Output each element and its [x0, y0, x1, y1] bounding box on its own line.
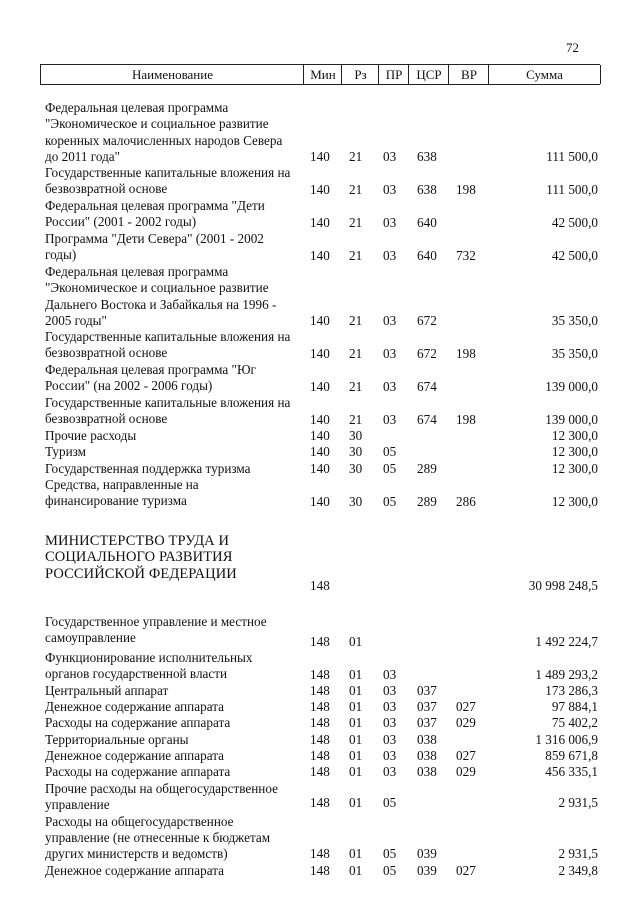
- row-csr: 640: [417, 214, 437, 230]
- row-min: 140: [310, 493, 330, 509]
- row-rz: 30: [349, 428, 363, 443]
- row-pr: 03: [383, 247, 397, 263]
- row-rz: 01: [349, 699, 363, 715]
- row-rz: 21: [349, 214, 363, 230]
- row-vr: 198: [456, 181, 476, 197]
- row-sum: 2 931,5: [558, 795, 598, 811]
- row-min: 140: [310, 148, 330, 164]
- row-sum: 42 500,0: [551, 214, 598, 230]
- row-sum: 30 998 248,5: [528, 577, 598, 593]
- row-sum: 2 931,5: [558, 846, 598, 862]
- row-pr: 03: [383, 181, 397, 197]
- row-csr: 037: [417, 715, 437, 731]
- row-min: 148: [310, 846, 330, 862]
- row-csr: 039: [417, 862, 437, 878]
- row-pr: 03: [383, 378, 397, 394]
- row-min: 148: [310, 764, 330, 780]
- row-rz: 30: [349, 460, 363, 476]
- row-rz: 01: [349, 862, 363, 878]
- row-csr: 638: [417, 148, 437, 164]
- row-min: 140: [310, 181, 330, 197]
- row-pr: 03: [383, 214, 397, 230]
- row-rz: 21: [349, 411, 363, 427]
- row-sum: 1 492 224,7: [535, 633, 598, 649]
- row-name: Центральный аппарат: [45, 682, 169, 698]
- header-pr: ПР: [378, 65, 409, 84]
- row-min: 140: [310, 460, 330, 476]
- row-sum: 35 350,0: [551, 312, 598, 328]
- table-row: [0, 461, 640, 477]
- section-row: [0, 530, 640, 602]
- row-pr: 03: [383, 699, 397, 715]
- row-sum: 173 286,3: [545, 682, 598, 698]
- header-sum: Сумма: [488, 65, 601, 84]
- row-sum: 111 500,0: [546, 181, 598, 197]
- page-number: 72: [566, 40, 579, 55]
- row-name: Средства, направленные на финансирование туризма: [45, 476, 199, 509]
- row-name: Расходы на содержание аппарата: [45, 715, 231, 731]
- row-csr: 038: [417, 748, 437, 764]
- row-sum: 139 000,0: [545, 411, 598, 427]
- header-rz: Рз: [341, 65, 379, 84]
- row-csr: 289: [417, 460, 437, 476]
- row-pr: 03: [383, 345, 397, 361]
- row-pr: 03: [383, 748, 397, 764]
- table-row: [0, 863, 640, 879]
- row-vr: 027: [456, 862, 476, 878]
- section-title: МИНИСТЕРСТВО ТРУДА И СОЦИАЛЬНОГО РАЗВИТИЯ РОССИЙСКОЙ ФЕДЕРАЦИИ: [45, 532, 237, 582]
- table-row: [0, 444, 640, 460]
- row-csr: 039: [417, 846, 437, 862]
- row-csr: 674: [417, 411, 437, 427]
- row-rz: 01: [349, 731, 363, 747]
- table-row: [0, 477, 640, 510]
- row-sum: 12 300,0: [551, 460, 598, 476]
- budget-table-body: [0, 100, 640, 879]
- row-csr: 038: [417, 731, 437, 747]
- row-pr: 03: [383, 682, 397, 698]
- row-pr: 03: [383, 666, 397, 682]
- row-rz: 21: [349, 148, 363, 164]
- table-row: [0, 764, 640, 780]
- row-sum: 1 316 006,9: [535, 731, 598, 747]
- table-row: [0, 814, 640, 863]
- row-min: 148: [310, 715, 330, 731]
- row-min: 140: [310, 444, 330, 460]
- row-min: 148: [310, 731, 330, 747]
- row-name: Расходы на общегосударственное управление (не отнесенные к бюджетам других министерств и ведомств): [45, 813, 271, 862]
- table-row: [0, 699, 640, 715]
- row-rz: 01: [349, 846, 363, 862]
- row-pr: 05: [383, 846, 397, 862]
- table-header: [40, 64, 600, 85]
- row-sum: 2 349,8: [558, 862, 598, 878]
- table-row: [0, 329, 640, 362]
- row-pr: 03: [383, 764, 397, 780]
- row-vr: 732: [456, 247, 476, 263]
- header-vr: ВР: [448, 65, 489, 84]
- table-row: [0, 395, 640, 428]
- row-name: Расходы на содержание аппарата: [45, 764, 231, 780]
- row-pr: 03: [383, 148, 397, 164]
- row-rz: 01: [349, 795, 363, 811]
- row-name: Федеральная целевая программа "Экономическое и социальное развитие Дальнего Востока и Забайкалья на 1996 - 2005 годы": [45, 264, 277, 328]
- row-name: Программа "Дети Севера" (2001 - 2002 годы): [45, 231, 264, 263]
- row-rz: 21: [349, 378, 363, 394]
- row-pr: 05: [383, 444, 397, 460]
- row-csr: 674: [417, 378, 437, 394]
- row-csr: 289: [417, 493, 437, 509]
- row-name: Государственные капитальные вложения на безвозвратной основе: [45, 165, 291, 197]
- row-name: Денежное содержание аппарата: [45, 748, 224, 764]
- row-name: Федеральная целевая программа "Экономическое и социальное развитие коренных малочисленных народов Севера до 2011 года": [45, 100, 283, 164]
- row-rz: 01: [349, 682, 363, 698]
- row-vr: 198: [456, 345, 476, 361]
- table-row: [0, 614, 640, 647]
- row-name: Прочие расходы на общегосударственное управление: [45, 780, 278, 812]
- row-vr: 286: [456, 493, 476, 509]
- row-csr: 672: [417, 312, 437, 328]
- row-sum: 12 300,0: [551, 493, 598, 509]
- row-vr: 029: [456, 715, 476, 731]
- table-row: [0, 732, 640, 748]
- row-csr: 037: [417, 699, 437, 715]
- row-sum: 42 500,0: [551, 247, 598, 263]
- table-row: [0, 715, 640, 731]
- row-vr: 198: [456, 411, 476, 427]
- row-min: 148: [310, 748, 330, 764]
- row-csr: 672: [417, 345, 437, 361]
- row-pr: 05: [383, 493, 397, 509]
- row-name: Государственная поддержка туризма: [45, 460, 251, 476]
- row-csr: 640: [417, 247, 437, 263]
- table-row: [0, 781, 640, 814]
- row-min: 148: [310, 577, 330, 593]
- header-name: Наименование: [40, 65, 304, 84]
- table-row: [0, 683, 640, 699]
- row-rz: 30: [349, 444, 363, 460]
- row-pr: 03: [383, 411, 397, 427]
- table-row: [0, 428, 640, 444]
- row-min: 148: [310, 682, 330, 698]
- row-pr: 05: [383, 795, 397, 811]
- row-rz: 01: [349, 666, 363, 682]
- table-row: [0, 198, 640, 231]
- row-sum: 97 884,1: [551, 699, 598, 715]
- table-row: [0, 650, 640, 683]
- row-rz: 01: [349, 764, 363, 780]
- row-name: Денежное содержание аппарата: [45, 699, 224, 715]
- row-rz: 01: [349, 748, 363, 764]
- row-sum: 859 671,8: [545, 748, 598, 764]
- row-sum: 1 489 293,2: [535, 666, 598, 682]
- table-row: [0, 264, 640, 329]
- row-sum: 35 350,0: [551, 345, 598, 361]
- row-min: 148: [310, 633, 330, 649]
- table-row: [0, 165, 640, 198]
- row-min: 148: [310, 666, 330, 682]
- table-row: [0, 231, 640, 264]
- row-csr: 638: [417, 181, 437, 197]
- row-sum: 111 500,0: [546, 148, 598, 164]
- row-rz: 21: [349, 312, 363, 328]
- table-row: [0, 748, 640, 764]
- row-rz: 01: [349, 633, 363, 649]
- row-vr: 029: [456, 764, 476, 780]
- row-name: Государственное управление и местное самоуправление: [45, 613, 267, 646]
- table-row: [0, 362, 640, 395]
- row-name: Туризм: [45, 444, 87, 460]
- row-vr: 027: [456, 699, 476, 715]
- row-pr: 03: [383, 731, 397, 747]
- row-sum: 75 402,2: [551, 715, 598, 731]
- row-name: Государственные капитальные вложения на безвозвратной основе: [45, 395, 291, 427]
- row-min: 148: [310, 862, 330, 878]
- row-name: Прочие расходы: [45, 428, 137, 443]
- header-csr: ЦСР: [408, 65, 449, 84]
- row-rz: 30: [349, 493, 363, 509]
- row-min: 140: [310, 312, 330, 328]
- row-name: Территориальные органы: [45, 731, 189, 747]
- row-pr: 05: [383, 460, 397, 476]
- row-csr: 037: [417, 682, 437, 698]
- row-sum: 12 300,0: [551, 428, 598, 443]
- row-min: 140: [310, 378, 330, 394]
- row-sum: 456 335,1: [545, 764, 598, 780]
- table-row: [0, 100, 640, 165]
- row-rz: 21: [349, 345, 363, 361]
- row-name: Денежное содержание аппарата: [45, 862, 224, 878]
- row-min: 140: [310, 214, 330, 230]
- row-min: 140: [310, 411, 330, 427]
- row-min: 140: [310, 428, 330, 443]
- row-min: 148: [310, 699, 330, 715]
- row-name: Федеральная целевая программа "Дети России" (2001 - 2002 годы): [45, 198, 265, 230]
- row-rz: 21: [349, 181, 363, 197]
- row-rz: 21: [349, 247, 363, 263]
- row-name: Федеральная целевая программа "Юг России" (на 2002 - 2006 годы): [45, 362, 256, 394]
- row-name: Государственные капитальные вложения на безвозвратной основе: [45, 329, 291, 361]
- row-min: 140: [310, 345, 330, 361]
- row-pr: 03: [383, 715, 397, 731]
- row-rz: 01: [349, 715, 363, 731]
- row-pr: 05: [383, 862, 397, 878]
- row-csr: 038: [417, 764, 437, 780]
- row-name: Функционирование исполнительных органов государственной власти: [45, 649, 253, 682]
- row-sum: 12 300,0: [551, 444, 598, 460]
- row-min: 140: [310, 247, 330, 263]
- row-sum: 139 000,0: [545, 378, 598, 394]
- row-pr: 03: [383, 312, 397, 328]
- row-min: 148: [310, 795, 330, 811]
- header-min: Мин: [303, 65, 342, 84]
- row-vr: 027: [456, 748, 476, 764]
